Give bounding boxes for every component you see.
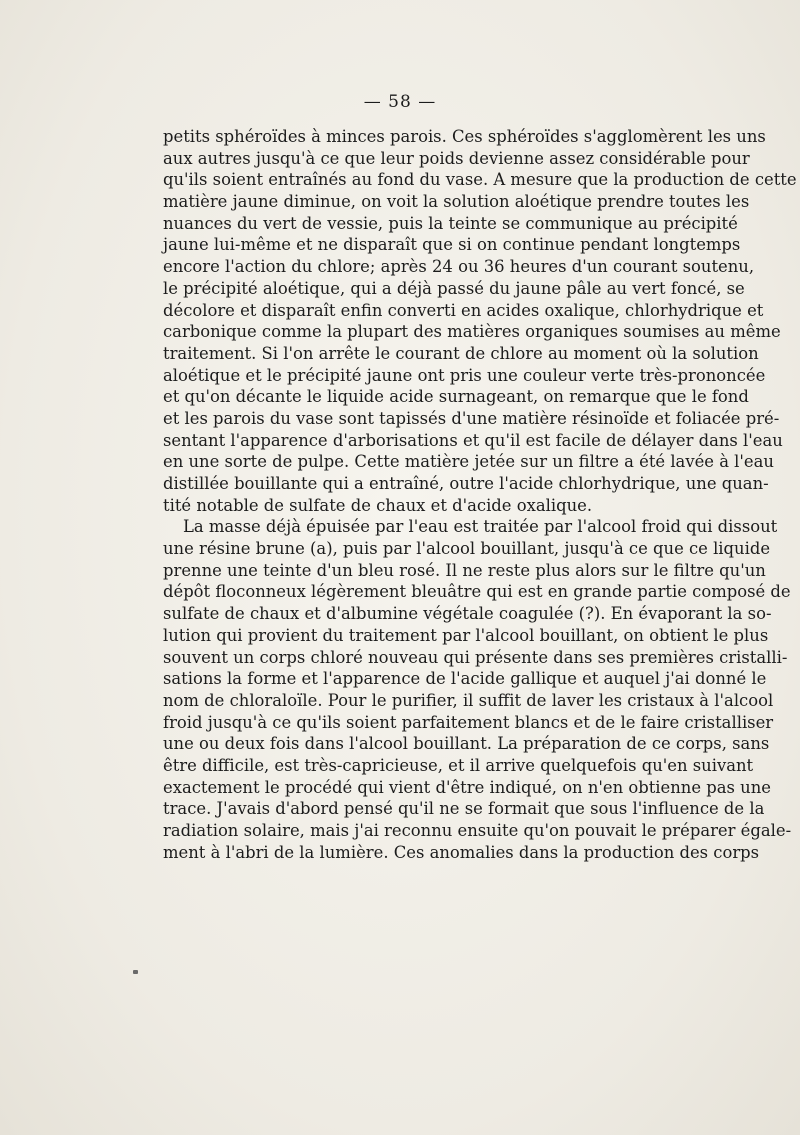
text-line: prenne une teinte d'un bleu rosé. Il ne reste plus alors sur le filtre qu'un <box>163 560 766 580</box>
text-line: sentant l'apparence d'arborisations et qu'il est facile de délayer dans l'eau <box>163 430 783 450</box>
text-line: dépôt floconneux légèrement bleuâtre qui est en grande partie composé de <box>163 582 791 602</box>
text-line: tité notable de sulfate de chaux et d'acide oxalique. <box>163 495 593 515</box>
text-line: La masse déjà épuisée par l'eau est traitée par l'alcool froid qui dissout <box>183 517 778 537</box>
text-line: sations la forme et l'apparence de l'acide gallique et auquel j'ai donné le <box>163 669 767 689</box>
text-line: souvent un corps chloré nouveau qui présente dans ses premières cristalli- <box>163 647 788 667</box>
text-line: le précipité aloétique, qui a déjà passé du jaune pâle au vert foncé, se <box>163 278 745 298</box>
text-line: être difficile, est très-capricieuse, et il arrive quelquefois qu'en suivant <box>163 755 754 775</box>
text-line: nuances du vert de vessie, puis la teinte se communique au précipité <box>163 213 738 233</box>
text-line: radiation solaire, mais j'ai reconnu ensuite qu'on pouvait le préparer égale- <box>163 821 792 840</box>
margin-mark <box>133 970 138 974</box>
text-line: encore l'action du chlore; après 24 ou 36 heures d'un courant soutenu, <box>163 257 755 277</box>
text-line: ment à l'abri de la lumière. Ces anomalies dans la production des corps <box>163 842 760 862</box>
text-line: distillée bouillante qui a entraîné, outre l'acide chlorhydrique, une quan- <box>163 474 769 493</box>
text-line: une résine brune (a), puis par l'alcool bouillant, jusqu'à ce que ce liquide <box>163 539 771 559</box>
text-line: décolore et disparaît enfin converti en acides oxalique, chlorhydrique et <box>163 300 764 320</box>
text-line: froid jusqu'à ce qu'ils soient parfaitement blancs et de le faire cristalliser <box>163 712 774 732</box>
text-line: aloétique et le précipité jaune ont pris une couleur verte très-prononcée <box>163 365 766 385</box>
text-line: petits sphéroïdes à minces parois. Ces sphéroïdes s'agglomèrent les uns <box>163 127 766 146</box>
text-line: sulfate de chaux et d'albumine végétale coagulée (?). En évaporant la so- <box>163 604 772 624</box>
text-line: en une sorte de pulpe. Cette matière jetée sur un filtre a été lavée à l'eau <box>163 452 774 472</box>
text-line: lution qui provient du traitement par l'alcool bouillant, on obtient le plus <box>163 625 769 645</box>
text-line: jaune lui-même et ne disparaît que si on continue pendant longtemps <box>163 235 741 255</box>
text-line: aux autres jusqu'à ce que leur poids devienne assez considérable pour <box>163 148 750 168</box>
text-line: carbonique comme la plupart des matières organiques soumises au même <box>163 322 781 342</box>
text-line: une ou deux fois dans l'alcool bouillant. La préparation de ce corps, sans <box>163 734 770 754</box>
text-line: matière jaune diminue, on voit la solution aloétique prendre toutes les <box>163 192 750 212</box>
text-line: et qu'on décante le liquide acide surnageant, on remarque que le fond <box>163 387 749 407</box>
page-number: — 58 — <box>363 92 437 112</box>
text-line: trace. J'avais d'abord pensé qu'il ne se formait que sous l'influence de la <box>163 799 765 819</box>
text-line: et les parois du vase sont tapissés d'une matière résinoïde et foliacée pré- <box>163 408 780 428</box>
body-text <box>163 126 797 863</box>
text-line: qu'ils soient entraînés au fond du vase. A mesure que la production de cette <box>163 170 797 190</box>
text-line: exactement le procédé qui vient d'être indiqué, on n'en obtienne pas une <box>163 777 771 797</box>
text-line: traitement. Si l'on arrête le courant de chlore au moment où la solution <box>163 343 759 363</box>
text-line: nom de chloraloïle. Pour le purifier, il suffit de laver les cristaux à l'alcool <box>163 690 774 710</box>
